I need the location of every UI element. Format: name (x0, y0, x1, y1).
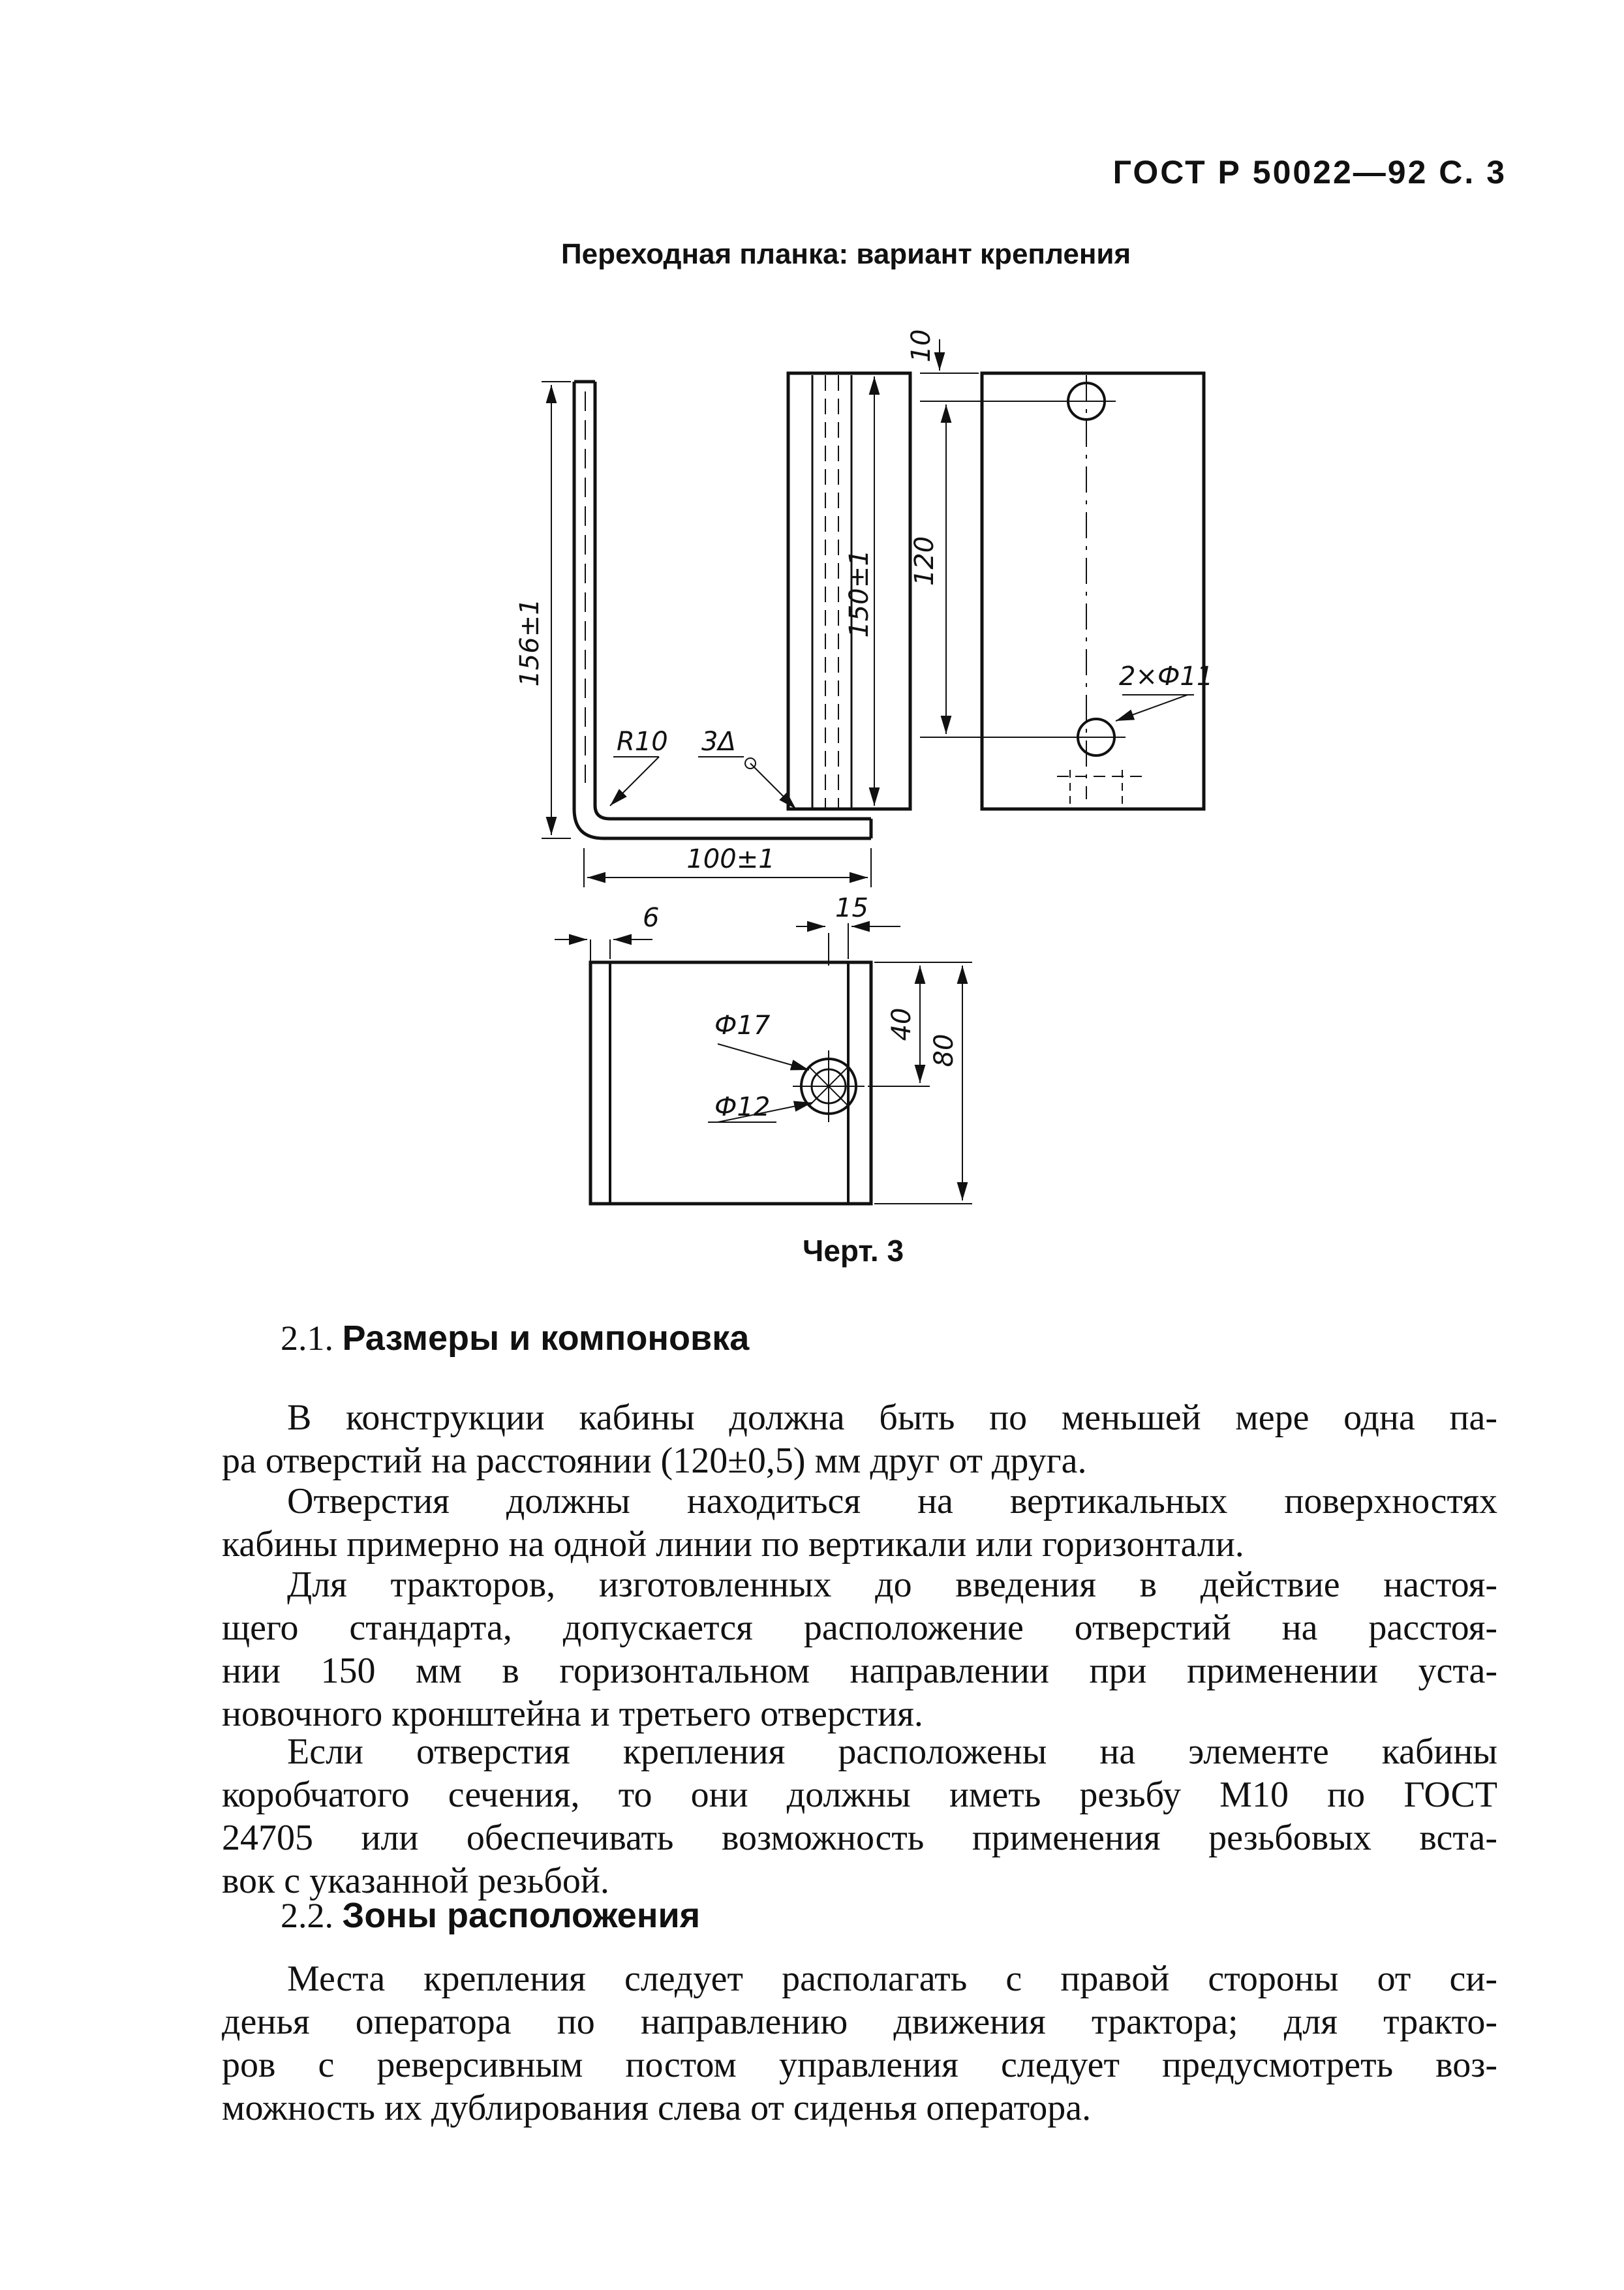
dim-80: 80 (929, 1033, 959, 1067)
dim-weld: 3Δ (701, 727, 736, 757)
dim-phi17: Ф17 (714, 1011, 771, 1041)
plate-view-bottom (555, 923, 972, 1204)
bracket-side-view (542, 382, 871, 887)
dim-156: 156±1 (515, 598, 545, 687)
text-line: В конструкции кабины должна быть по меньшей мере одна па- (287, 1397, 1497, 1438)
section-2-2-heading (281, 1895, 700, 1936)
section-number: 2.1. (281, 1319, 333, 1358)
dim-100: 100±1 (686, 844, 775, 874)
text-line: Отверстия должны находиться на вертикальных поверхностях (287, 1481, 1497, 1521)
text-line: щего стандарта, допускается расположение отверстий на расстоя- (222, 1608, 1497, 1648)
section-title: Размеры и компоновка (342, 1319, 750, 1358)
figure-caption: Черт. 3 (803, 1234, 904, 1268)
text-line: можность их дублирования слева от сиденья оператора. (222, 2088, 1092, 2128)
section-title: Зоны расположения (342, 1896, 701, 1935)
text-line: кабины примерно на одной линии по вертикали или горизонтали. (222, 1524, 1244, 1565)
paragraph (222, 1563, 1497, 1735)
dim-10: 10 (906, 329, 936, 363)
text-line: нии 150 мм в горизонтальном направлении при применении уста- (222, 1651, 1497, 1691)
page-header: ГОСТ Р 50022—92 С. 3 (1112, 154, 1507, 191)
paragraph (222, 1957, 1497, 2130)
text-line: вок с указанной резьбой. (222, 1861, 609, 1901)
text-line: Для тракторов, изготовленных до введения в действие настоя- (287, 1565, 1497, 1605)
dim-15: 15 (835, 893, 868, 923)
text-line: Если отверстия крепления расположены на элементе кабины (287, 1732, 1497, 1772)
paragraph (222, 1730, 1497, 1902)
figure-title: Переходная планка: вариант крепления (561, 238, 1131, 270)
dim-120: 120 (910, 536, 940, 587)
section-number: 2.2. (281, 1896, 333, 1935)
dim-150: 150±1 (844, 549, 874, 638)
dim-6: 6 (643, 903, 660, 933)
text-line: ров с реверсивным постом управления следует предусмотреть воз- (222, 2045, 1497, 2085)
plate-view-holes (920, 339, 1204, 809)
text-line: ра отверстий на расстоянии (120±0,5) мм друг от друга. (222, 1441, 1087, 1481)
text-line: новочного кронштейна и третьего отверстия. (222, 1694, 923, 1734)
text-line: коробчатого сечения, то они должны иметь резьбу М10 по ГОСТ (222, 1775, 1497, 1815)
dim-r10: R10 (617, 727, 668, 757)
paragraph (222, 1480, 1497, 1566)
dim-holes: 2×Ф11 (1119, 662, 1214, 692)
paragraph (222, 1396, 1497, 1482)
text-line: денья оператора по направлению движения трактора; для тракто- (222, 2002, 1497, 2042)
dim-40: 40 (887, 1007, 917, 1041)
dim-phi12: Ф12 (714, 1092, 771, 1122)
text-line: 24705 или обеспечивать возможность применения резьбовых вста- (222, 1818, 1497, 1858)
text-line: Места крепления следует располагать с правой стороны от си- (287, 1959, 1497, 1999)
section-2-1-heading (281, 1318, 749, 1358)
